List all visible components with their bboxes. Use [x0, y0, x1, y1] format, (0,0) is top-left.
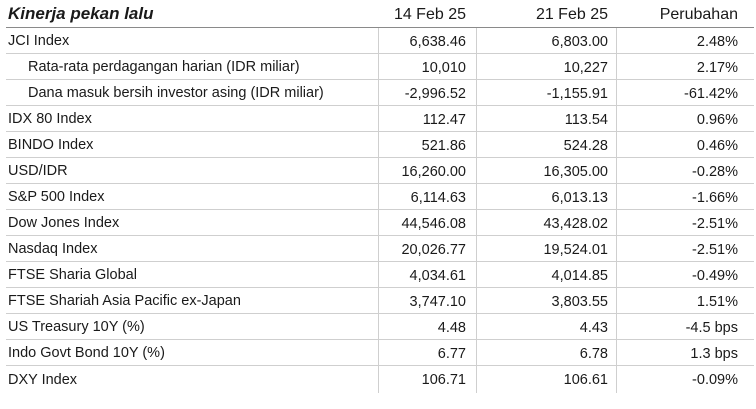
- row-value-date-2: 19,524.01: [476, 236, 616, 262]
- row-label: Rata-rata perdagangan harian (IDR miliar): [28, 59, 300, 75]
- row-change: 1.3 bps: [616, 340, 744, 366]
- row-value-date-2: 16,305.00: [476, 158, 616, 184]
- table-row: [6, 28, 754, 54]
- row-label: S&P 500 Index: [8, 189, 105, 205]
- row-change: -0.49%: [616, 262, 744, 288]
- row-value-date-1: 10,010: [378, 54, 476, 80]
- row-label: US Treasury 10Y (%): [8, 319, 145, 335]
- row-label: USD/IDR: [8, 163, 68, 179]
- row-change: -4.5 bps: [616, 314, 744, 340]
- row-value-date-2: 6.78: [476, 340, 616, 366]
- table-row: [6, 262, 754, 288]
- row-value-date-1: 106.71: [378, 366, 476, 393]
- row-value-date-2: 6,013.13: [476, 184, 616, 210]
- table-title: Kinerja pekan lalu: [8, 4, 154, 23]
- column-header-date-2: 21 Feb 25: [535, 5, 608, 23]
- row-value-date-2: 113.54: [476, 106, 616, 132]
- row-value-date-2: 10,227: [476, 54, 616, 80]
- row-label: FTSE Sharia Global: [8, 267, 137, 283]
- row-value-date-2: -1,155.91: [476, 80, 616, 106]
- row-change: -2.51%: [616, 210, 744, 236]
- row-change: -0.28%: [616, 158, 744, 184]
- row-value-date-2: 3,803.55: [476, 288, 616, 314]
- column-header-change: Perubahan: [659, 5, 738, 23]
- row-value-date-1: 20,026.77: [378, 236, 476, 262]
- row-label: DXY Index: [8, 371, 78, 388]
- row-change: -61.42%: [616, 80, 744, 106]
- row-value-date-2: 6,803.00: [476, 28, 616, 54]
- row-value-date-1: 6,638.46: [378, 28, 476, 54]
- row-label: Nasdaq Index: [8, 241, 98, 257]
- row-change: 0.96%: [616, 106, 744, 132]
- row-value-date-1: 6,114.63: [378, 184, 476, 210]
- row-label: IDX 80 Index: [8, 111, 92, 127]
- row-value-date-1: 112.47: [378, 106, 476, 132]
- column-header-date-1: 14 Feb 25: [393, 5, 466, 23]
- table-row: [6, 288, 754, 314]
- row-change: 2.48%: [616, 28, 744, 54]
- table-row: [6, 340, 754, 366]
- row-value-date-1: 4,034.61: [378, 262, 476, 288]
- row-value-date-2: 4,014.85: [476, 262, 616, 288]
- row-value-date-1: -2,996.52: [378, 80, 476, 106]
- row-change: -2.51%: [616, 236, 744, 262]
- performance-table: [6, 0, 754, 392]
- row-value-date-1: 4.48: [378, 314, 476, 340]
- row-value-date-1: 521.86: [378, 132, 476, 158]
- row-label: Dow Jones Index: [8, 215, 120, 231]
- row-label: Indo Govt Bond 10Y (%): [8, 345, 165, 361]
- row-label: FTSE Shariah Asia Pacific ex-Japan: [8, 293, 241, 309]
- table-row: [6, 210, 754, 236]
- table-row: [6, 184, 754, 210]
- row-label: BINDO Index: [8, 137, 94, 153]
- table-row: [6, 80, 754, 106]
- table-header: [6, 0, 754, 28]
- row-value-date-1: 3,747.10: [378, 288, 476, 314]
- table-row: [6, 106, 754, 132]
- table-body: [6, 28, 754, 392]
- table-row: [6, 366, 754, 392]
- row-change: -0.09%: [616, 366, 744, 393]
- row-value-date-2: 524.28: [476, 132, 616, 158]
- table-row: [6, 314, 754, 340]
- row-change: -1.66%: [616, 184, 744, 210]
- row-change: 2.17%: [616, 54, 744, 80]
- table-row: [6, 236, 754, 262]
- row-change: 1.51%: [616, 288, 744, 314]
- table-row: [6, 132, 754, 158]
- row-value-date-2: 43,428.02: [476, 210, 616, 236]
- row-value-date-2: 4.43: [476, 314, 616, 340]
- row-value-date-1: 6.77: [378, 340, 476, 366]
- row-value-date-2: 106.61: [476, 366, 616, 393]
- row-value-date-1: 16,260.00: [378, 158, 476, 184]
- table-row: [6, 158, 754, 184]
- row-label: JCI Index: [8, 33, 70, 49]
- row-label: Dana masuk bersih investor asing (IDR miliar): [28, 85, 324, 101]
- row-change: 0.46%: [616, 132, 744, 158]
- row-value-date-1: 44,546.08: [378, 210, 476, 236]
- table-row: [6, 54, 754, 80]
